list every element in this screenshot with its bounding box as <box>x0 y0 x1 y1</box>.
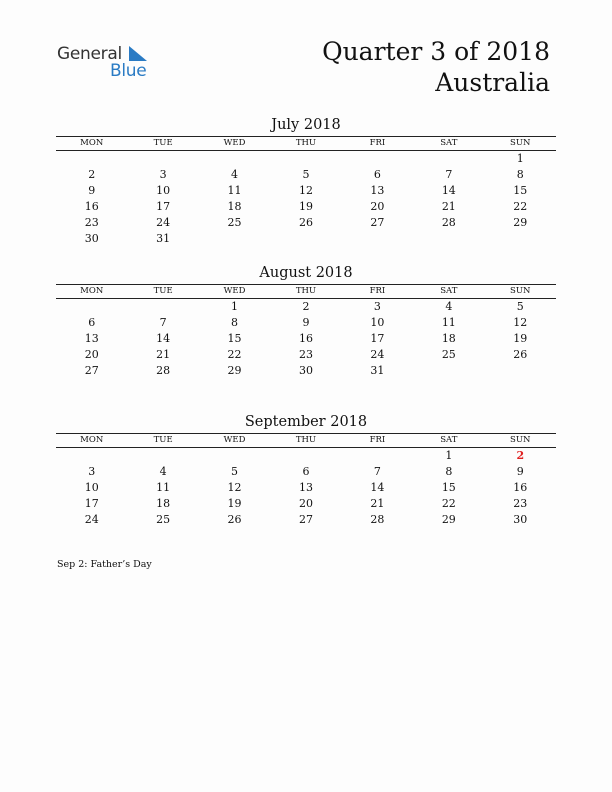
day-cell: 24 <box>84 513 99 526</box>
weekday-header: WED <box>199 434 270 448</box>
empty-day-cell <box>342 151 413 168</box>
day-cell: 6 <box>373 168 381 181</box>
day-cell: 20 <box>370 200 385 213</box>
day-cell: 7 <box>159 316 167 329</box>
day-cell: 5 <box>516 300 524 313</box>
day-cell: 10 <box>156 184 171 197</box>
weekday-header-row <box>56 137 556 151</box>
day-cell: 5 <box>231 465 239 478</box>
week-row <box>56 363 556 379</box>
day-cell: 31 <box>370 364 385 377</box>
day-cell: 14 <box>441 184 456 197</box>
weekday-header: SUN <box>485 434 556 448</box>
day-cell: 3 <box>373 300 381 313</box>
day-cell: 30 <box>84 232 99 245</box>
empty-day-cell <box>199 151 270 168</box>
empty-day-cell <box>413 151 484 168</box>
logo-triangle-icon <box>127 46 147 62</box>
day-cell: 19 <box>298 200 313 213</box>
day-cell: 22 <box>441 497 456 510</box>
week-row <box>56 448 556 465</box>
week-row <box>56 215 556 231</box>
empty-day-cell <box>342 448 413 465</box>
week-row <box>56 151 556 168</box>
day-cell: 1 <box>516 152 524 165</box>
day-cell: 10 <box>370 316 385 329</box>
weekday-header: WED <box>199 137 270 151</box>
empty-day-cell <box>199 448 270 465</box>
day-cell: 19 <box>513 332 528 345</box>
day-cell: 7 <box>445 168 453 181</box>
empty-day-cell <box>270 231 341 247</box>
day-cell: 20 <box>298 497 313 510</box>
day-cell: 22 <box>513 200 528 213</box>
week-row <box>56 315 556 331</box>
day-cell: 16 <box>84 200 99 213</box>
week-row <box>56 480 556 496</box>
day-cell: 7 <box>373 465 381 478</box>
weekday-header-row <box>56 285 556 299</box>
week-row <box>56 299 556 316</box>
day-cell: 2 <box>302 300 310 313</box>
month-august <box>56 264 556 379</box>
week-row <box>56 512 556 528</box>
day-cell: 13 <box>298 481 313 494</box>
day-cell: 6 <box>302 465 310 478</box>
weekday-header: TUE <box>127 285 198 299</box>
day-cell: 18 <box>441 332 456 345</box>
day-cell: 17 <box>84 497 99 510</box>
weekday-header: MON <box>56 434 127 448</box>
week-row <box>56 183 556 199</box>
day-cell: 5 <box>302 168 310 181</box>
day-cell: 4 <box>445 300 453 313</box>
day-cell: 11 <box>156 481 171 494</box>
day-cell: 12 <box>298 184 313 197</box>
month-title: July 2018 <box>271 117 341 133</box>
day-cell: 28 <box>370 513 385 526</box>
day-cell: 2 <box>88 168 96 181</box>
day-cell: 11 <box>441 316 456 329</box>
week-row <box>56 167 556 183</box>
day-cell: 1 <box>231 300 239 313</box>
empty-day-cell <box>127 151 198 168</box>
day-cell: 27 <box>84 364 99 377</box>
day-cell: 9 <box>516 465 524 478</box>
empty-day-cell <box>485 363 556 379</box>
day-cell: 23 <box>298 348 313 361</box>
day-cell: 21 <box>156 348 171 361</box>
day-cell: 15 <box>513 184 528 197</box>
weekday-header: SUN <box>485 137 556 151</box>
weekday-header: WED <box>199 285 270 299</box>
day-cell: 14 <box>156 332 171 345</box>
weekday-header: FRI <box>342 137 413 151</box>
holiday-day-cell: 2 <box>516 449 525 462</box>
day-cell: 17 <box>156 200 171 213</box>
country-title: Australia <box>435 68 550 97</box>
weekday-header-row <box>56 434 556 448</box>
day-cell: 9 <box>88 184 96 197</box>
week-row <box>56 331 556 347</box>
page-title <box>322 36 550 98</box>
day-cell: 4 <box>159 465 167 478</box>
weekday-header: SAT <box>413 434 484 448</box>
month-july <box>56 116 556 247</box>
week-row <box>56 199 556 215</box>
day-cell: 27 <box>298 513 313 526</box>
day-cell: 15 <box>441 481 456 494</box>
weekday-header: TUE <box>127 434 198 448</box>
weekday-header: SAT <box>413 137 484 151</box>
empty-day-cell <box>342 231 413 247</box>
empty-day-cell <box>127 299 198 316</box>
calendar-grid <box>56 284 556 379</box>
day-cell: 10 <box>84 481 99 494</box>
day-cell: 29 <box>513 216 528 229</box>
logo-word-general: General <box>57 44 122 64</box>
day-cell: 25 <box>441 348 456 361</box>
day-cell: 25 <box>227 216 242 229</box>
empty-day-cell <box>56 299 127 316</box>
day-cell: 13 <box>84 332 99 345</box>
day-cell: 28 <box>156 364 171 377</box>
day-cell: 24 <box>370 348 385 361</box>
empty-day-cell <box>270 448 341 465</box>
day-cell: 14 <box>370 481 385 494</box>
day-cell: 16 <box>298 332 313 345</box>
empty-day-cell <box>413 363 484 379</box>
weekday-header: SUN <box>485 285 556 299</box>
day-cell: 24 <box>156 216 171 229</box>
day-cell: 29 <box>227 364 242 377</box>
day-cell: 17 <box>370 332 385 345</box>
logo <box>57 44 167 84</box>
weekday-header: MON <box>56 285 127 299</box>
day-cell: 9 <box>302 316 310 329</box>
week-row <box>56 464 556 480</box>
calendar-grid <box>56 136 556 247</box>
day-cell: 29 <box>441 513 456 526</box>
empty-day-cell <box>270 151 341 168</box>
day-cell: 3 <box>88 465 96 478</box>
day-cell: 31 <box>156 232 171 245</box>
weekday-header: SAT <box>413 285 484 299</box>
day-cell: 21 <box>441 200 456 213</box>
day-cell: 21 <box>370 497 385 510</box>
weekday-header: THU <box>270 137 341 151</box>
day-cell: 26 <box>298 216 313 229</box>
day-cell: 3 <box>159 168 167 181</box>
day-cell: 28 <box>441 216 456 229</box>
day-cell: 16 <box>513 481 528 494</box>
day-cell: 22 <box>227 348 242 361</box>
day-cell: 18 <box>156 497 171 510</box>
day-cell: 13 <box>370 184 385 197</box>
month-title: August 2018 <box>259 265 353 281</box>
day-cell: 26 <box>227 513 242 526</box>
empty-day-cell <box>199 231 270 247</box>
weekday-header: FRI <box>342 285 413 299</box>
empty-day-cell <box>56 151 127 168</box>
weekday-header: FRI <box>342 434 413 448</box>
week-row <box>56 347 556 363</box>
empty-day-cell <box>485 231 556 247</box>
day-cell: 15 <box>227 332 242 345</box>
day-cell: 23 <box>513 497 528 510</box>
month-title: September 2018 <box>244 414 368 430</box>
week-row <box>56 231 556 247</box>
month-september <box>56 413 556 528</box>
logo-word-blue: Blue <box>110 61 147 81</box>
day-cell: 6 <box>88 316 96 329</box>
calendar-grid <box>56 433 556 528</box>
day-cell: 12 <box>227 481 242 494</box>
day-cell: 8 <box>516 168 524 181</box>
day-cell: 11 <box>227 184 242 197</box>
day-cell: 30 <box>513 513 528 526</box>
week-row <box>56 496 556 512</box>
day-cell: 25 <box>156 513 171 526</box>
quarter-title: Quarter 3 of 2018 <box>322 37 550 66</box>
empty-day-cell <box>413 231 484 247</box>
day-cell: 12 <box>513 316 528 329</box>
weekday-header: MON <box>56 137 127 151</box>
day-cell: 19 <box>227 497 242 510</box>
day-cell: 23 <box>84 216 99 229</box>
day-cell: 26 <box>513 348 528 361</box>
weekday-header: THU <box>270 434 341 448</box>
weekday-header: THU <box>270 285 341 299</box>
day-cell: 8 <box>231 316 239 329</box>
day-cell: 30 <box>298 364 313 377</box>
day-cell: 8 <box>445 465 453 478</box>
day-cell: 18 <box>227 200 242 213</box>
weekday-header: TUE <box>127 137 198 151</box>
day-cell: 20 <box>84 348 99 361</box>
empty-day-cell <box>127 448 198 465</box>
empty-day-cell <box>56 448 127 465</box>
day-cell: 27 <box>370 216 385 229</box>
day-cell: 4 <box>231 168 239 181</box>
day-cell: 1 <box>445 449 453 462</box>
holiday-note: Sep 2: Father’s Day <box>57 559 152 570</box>
